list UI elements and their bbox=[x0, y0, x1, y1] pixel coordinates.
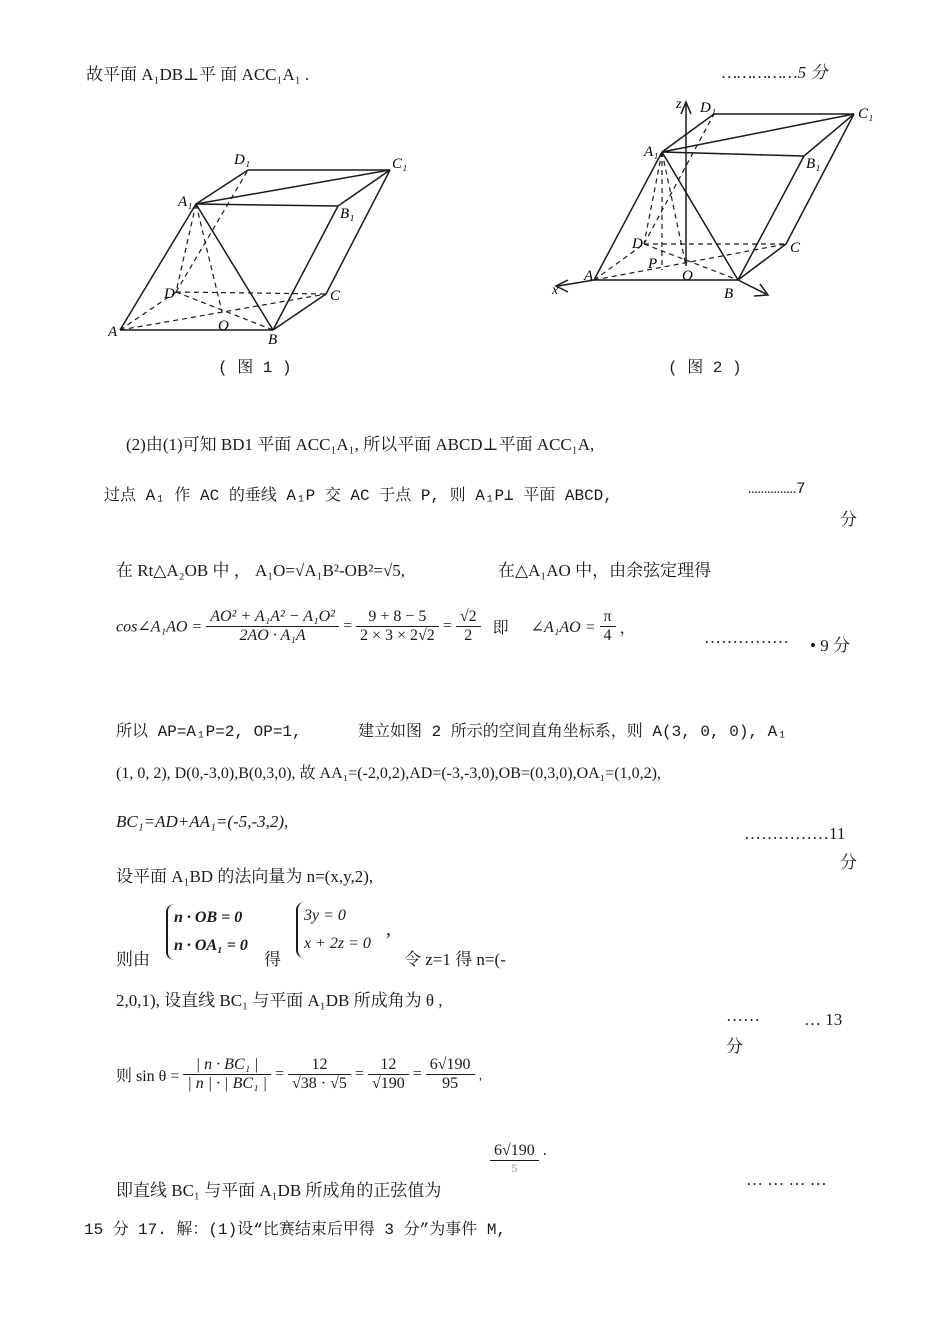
part2-line12: 即直线 BC₁ 与平面 A₁DB 所成角的正弦值为 bbox=[116, 1181, 442, 1200]
cos-frac-3 bbox=[456, 608, 481, 645]
cos-den-3: 2 bbox=[464, 627, 473, 644]
edge-cc1 bbox=[326, 170, 390, 294]
answer-dot: . bbox=[542, 1142, 547, 1159]
edge-a1d bbox=[644, 152, 662, 244]
sin-eq2: = bbox=[354, 1065, 364, 1083]
cos-lhs: cos∠A₁AO = bbox=[116, 618, 203, 636]
question-17: 17. 解：(1)设“比赛结束后甲得 3 分”为事件 M, bbox=[138, 1221, 507, 1239]
angle-lhs: ∠A₁AO = bbox=[530, 618, 596, 636]
system-1 bbox=[166, 904, 248, 960]
cos-frac-2 bbox=[356, 608, 439, 645]
score-13-dots: …… bbox=[726, 1006, 760, 1025]
sys1-row2: n · OA₁ = 0 bbox=[174, 937, 248, 954]
edge-bb1 bbox=[738, 156, 804, 280]
score-15: 15 分 bbox=[84, 1221, 129, 1239]
cos-num-2: 9 + 8 − 5 bbox=[356, 608, 439, 627]
edge-a1d bbox=[176, 204, 196, 292]
score-9-dots: …………… bbox=[704, 628, 789, 647]
sin-num-2: 12 bbox=[288, 1056, 351, 1075]
edge-a1b bbox=[662, 152, 738, 280]
part2-line7: BC₁=AD+AA₁=(-5,-3,2), bbox=[116, 812, 289, 831]
figure-1-caption: ( 图 1 ) bbox=[218, 359, 292, 377]
cos-eq: = bbox=[342, 617, 352, 635]
y-arrow bbox=[754, 284, 768, 296]
angle-comma: ， bbox=[619, 620, 636, 637]
figure-2-caption: ( 图 2 ) bbox=[668, 359, 742, 377]
ling-text: 令 z=1 得 n=(- bbox=[404, 950, 506, 969]
sin-frac-3 bbox=[368, 1056, 409, 1093]
cosine-formula bbox=[116, 608, 636, 645]
cos-num-1: AO² + A₁A² − A₁O² bbox=[206, 608, 339, 627]
angle-den: 4 bbox=[603, 627, 612, 644]
diag-a1c1 bbox=[196, 170, 390, 204]
sin-end: ， bbox=[478, 1068, 491, 1082]
edge-b1c1 bbox=[338, 170, 390, 206]
fig2-label-x: x bbox=[552, 283, 559, 298]
fig1-label-c: C bbox=[330, 288, 341, 304]
sin-frac-2 bbox=[288, 1056, 351, 1093]
figure-1-parallelepiped bbox=[108, 140, 428, 345]
part2-line5a: 所以 AP=A₁P=2, OP=1, bbox=[116, 723, 302, 741]
fig1-label-d1: D₁ bbox=[234, 152, 251, 168]
fig2-label-z: z bbox=[676, 97, 682, 112]
part2-line1: (2)由(1)可知 BD1 平面 ACC₁A₁, 所以平面 ABCD⊥平面 ACC₁A, bbox=[126, 435, 595, 454]
score-9: • 9 分 bbox=[810, 636, 850, 655]
sin-num-1: | n · BC₁ | bbox=[183, 1056, 271, 1075]
cos-eq2: = bbox=[442, 617, 452, 635]
fig2-label-d: D bbox=[632, 236, 643, 252]
fig1-label-o: O bbox=[218, 318, 229, 334]
sin-den-4: 95 bbox=[442, 1075, 459, 1092]
answer-num: 6√190 bbox=[490, 1142, 539, 1161]
fig2-label-b: B bbox=[724, 286, 734, 302]
angle-num: π bbox=[600, 608, 616, 627]
cos-frac-1 bbox=[206, 608, 339, 645]
part2-line3b: 在△A₁AO 中，由余弦定理得 bbox=[498, 561, 712, 580]
de-label: 得 bbox=[264, 950, 281, 969]
sine-formula bbox=[116, 1056, 491, 1093]
fig1-label-a: A bbox=[108, 324, 118, 340]
edge-dd1 bbox=[644, 114, 714, 244]
score-11: ……………11 bbox=[744, 824, 846, 843]
edge-a1o bbox=[662, 152, 686, 266]
edge-bc bbox=[273, 294, 326, 330]
cos-den-1: 2AO · A₁A bbox=[239, 627, 306, 644]
score-13-unit: 分 bbox=[726, 1037, 743, 1056]
sin-lhs: 则 sin θ = bbox=[116, 1068, 180, 1085]
score-13: … 13 bbox=[804, 1010, 843, 1029]
edge-b1c1 bbox=[804, 114, 854, 156]
cos-den-2: 2 × 3 × 2√2 bbox=[359, 627, 435, 644]
conclusion-line: 故平面 A₁DB⊥平 面 ACC₁A₁ . bbox=[86, 65, 310, 84]
system-2 bbox=[296, 902, 371, 958]
fig2-label-b1: B₁ bbox=[806, 156, 821, 172]
fig2-label-c: C bbox=[790, 240, 801, 256]
sin-den-2: √38 · √5 bbox=[292, 1075, 347, 1092]
sys2-row2: x + 2z = 0 bbox=[304, 935, 371, 952]
part2-line6: (1, 0, 2), D(0,-3,0),B(0,3,0), 故 AA₁=(-2,0,2),AD=(-3,-3,0),OB=(0,3,0),OA₁=(1,0,2), bbox=[116, 765, 661, 782]
diag-a1c1 bbox=[662, 114, 854, 152]
edge-bb1 bbox=[273, 206, 338, 330]
sin-den-1: | n | · | BC₁ | bbox=[187, 1075, 267, 1092]
score-11-unit: 分 bbox=[840, 853, 857, 872]
edge-a1b1 bbox=[196, 204, 338, 206]
sin-num-4: 6√190 bbox=[426, 1056, 475, 1075]
fig2-label-c1: C₁ bbox=[858, 106, 874, 122]
part2-line2: 过点 A₁ 作 AC 的垂线 A₁P 交 AC 于点 P, 则 A₁P⊥ 平面 ABCD, bbox=[104, 487, 613, 505]
figure-2-coordinate-system bbox=[548, 94, 880, 306]
score-5: ……………5 分 bbox=[722, 63, 828, 82]
edge-a1b bbox=[196, 204, 273, 330]
sin-num-3: 12 bbox=[368, 1056, 409, 1075]
fig1-label-a1: A₁ bbox=[178, 194, 193, 210]
fig1-label-d: D bbox=[164, 286, 175, 302]
score-15-dots: … … … … bbox=[746, 1170, 827, 1189]
part2-line8: 设平面 A₁BD 的法向量为 n=(x,y,2), bbox=[116, 867, 374, 886]
sin-eq3: = bbox=[412, 1065, 422, 1083]
sys1-row1: n · OB = 0 bbox=[174, 909, 243, 926]
fig2-label-o: O bbox=[682, 268, 693, 284]
score-7: ……………7 bbox=[748, 480, 806, 498]
fig1-label-b: B bbox=[268, 332, 278, 345]
part2-line10: 2,0,1), 设直线 BC₁ 与平面 A₁DB 所成角为 θ , bbox=[116, 991, 443, 1010]
sys2-row1: 3y = 0 bbox=[304, 907, 346, 924]
fig1-label-b1: B₁ bbox=[340, 206, 355, 222]
fig2-label-p: P bbox=[648, 256, 658, 272]
part2-line5b: 建立如图 2 所示的空间直角坐标系，则 A(3, 0, 0), A₁ bbox=[358, 723, 787, 741]
edge-cc1 bbox=[786, 114, 854, 244]
fig2-label-a1: A₁ bbox=[644, 144, 659, 160]
answer-den: 5 bbox=[511, 1161, 518, 1175]
sin-frac-4 bbox=[426, 1056, 475, 1093]
sin-den-3: √190 bbox=[371, 1075, 405, 1092]
fig1-label-c1: C₁ bbox=[392, 156, 408, 172]
sin-eq: = bbox=[274, 1065, 285, 1083]
edge-bc bbox=[738, 244, 786, 280]
sin-frac-1 bbox=[183, 1056, 271, 1093]
angle-frac bbox=[600, 608, 616, 645]
score-7-unit: 分 bbox=[840, 510, 857, 529]
fig2-label-d1: D₁ bbox=[700, 100, 717, 116]
edge-a1b1 bbox=[662, 152, 804, 156]
edge-aa1 bbox=[120, 204, 196, 330]
fig2-label-a: A bbox=[584, 268, 594, 284]
answer-fraction bbox=[490, 1142, 547, 1176]
zeyou-label: 则由 bbox=[116, 950, 150, 969]
sys2-comma: , bbox=[386, 918, 391, 940]
cos-num-3: √2 bbox=[456, 608, 481, 627]
ji-label: 即 bbox=[492, 620, 509, 637]
part2-line3a: 在 Rt△A₂OB 中 ， A₁O=√A₁B²-OB²=√5, bbox=[116, 561, 406, 580]
